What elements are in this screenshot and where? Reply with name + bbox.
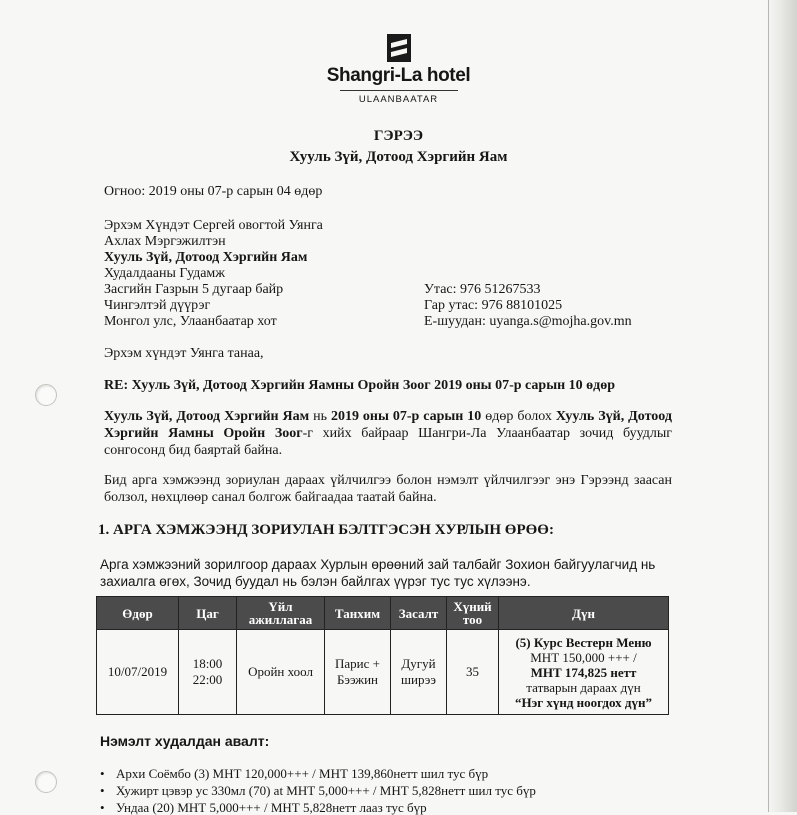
cell-date: 10/07/2019	[97, 630, 179, 715]
header-time: Цаг	[179, 597, 237, 630]
intro-paragraph	[104, 408, 672, 459]
page-edge-line	[768, 0, 769, 812]
intro-text-3: -г хийх байраар Шангри-Ла Улаанбаатар зочид буудлыг сонгосонд бид баяртай байна.	[104, 426, 673, 458]
header-amount: Дүн	[499, 597, 669, 630]
document-date: Огноо: 2019 оны 07-р сарын 04 өдөр	[104, 184, 323, 199]
intro-event: Хууль Зүй, Дотоод Хэргийн Яамны Оройн Зоог	[104, 409, 672, 441]
recipient-district: Чингэлтэй дүүрэг	[104, 298, 211, 313]
time-end: 22:00	[192, 672, 223, 687]
menu-name: (5) Курс Вестерн Меню	[515, 634, 652, 650]
scan-shadow-edge	[767, 0, 797, 812]
recipient-street: Худалдааны Гудамж	[104, 266, 225, 281]
recipient-organization: Хууль Зүй, Дотоод Хэргийн Яам	[104, 250, 308, 265]
header-activity: Үйл ажиллагаа	[237, 597, 325, 630]
header-setup: Засалт	[391, 597, 447, 630]
price-gross: МНТ 150,000 +++ /	[530, 649, 637, 665]
section-1-text: Арга хэмжээний зорилгоор дараах Хурлын өрөөний зай талбайг Зохион байгуулагчид нь захиалга өгөх, Зочид буудал нь бэлэн байлгах үүрэг тус тус хүлээнэ.	[100, 557, 656, 589]
punch-hole	[35, 384, 57, 406]
intro-date: 2019 оны 07-р сарын 10	[330, 409, 482, 424]
intro-text-2: өдөр болох	[481, 409, 556, 424]
intro-org: Хууль Зүй, Дотоод Хэргийн Яам	[104, 409, 310, 424]
contact-email-label: Е-шуудан:	[424, 314, 490, 329]
header-guests: Хүний тоо	[447, 597, 499, 630]
recipient-country-city: Монгол улс, Улаанбаатар хот	[104, 314, 277, 329]
cell-guests: 35	[447, 630, 499, 715]
greeting: Эрхэм хүндэт Уянга танаа,	[104, 346, 264, 361]
hotel-logo	[0, 34, 797, 107]
function-room-table	[96, 596, 669, 715]
contact-email-line	[424, 314, 632, 330]
document-type: ГЭРЭЭ	[373, 128, 424, 144]
intro-text-1: нь	[309, 409, 331, 424]
hotel-name: Shangri-La hotel	[326, 65, 471, 86]
shangrila-emblem-icon	[387, 34, 411, 62]
header-date: Өдөр	[97, 597, 179, 630]
list-item: • Хужирт цэвэр ус 330мл (70) at МНТ 5,000+++ / МНТ 5,828нетт шил тус бүр	[116, 783, 536, 798]
offer-paragraph: Бид арга хэмжээнд зориулан дараах үйлчилгээ болон нэмэлт үйлчилгээг энэ Гэрээнд заасан болзол, нөхцлөөр санал болгож байгаадаа таатай байна.	[104, 473, 672, 505]
cell-hall: Парис + Бээжин	[325, 630, 391, 715]
recipient-building: Засгийн Газрын 5 дугаар байр	[104, 282, 284, 297]
extras-heading: Нэмэлт худалдан авалт:	[100, 733, 270, 749]
recipient-position: Ахлах Мэргэжилтэн	[104, 234, 226, 249]
cell-activity: Оройн хоол	[237, 630, 325, 715]
hotel-city: ULAANBAATAR	[340, 90, 458, 105]
cell-amount	[499, 630, 669, 715]
time-start: 18:00	[192, 656, 223, 671]
contact-email-link[interactable]: uyanga.s@mojha.gov.mn	[489, 314, 632, 329]
table-row	[97, 630, 669, 715]
punch-hole	[35, 771, 57, 793]
price-net: МНТ 174,825 нетт	[530, 664, 637, 680]
per-person-note: “Нэг хүнд ноогдох дүн”	[514, 694, 652, 710]
cell-setup: Дугуй ширээ	[391, 630, 447, 715]
recipient-name: Эрхэм Хүндэт Сергей овогтой Уянга	[104, 218, 323, 233]
re-subject-line: RE: Хууль Зүй, Дотоод Хэргийн Яамны Оройн Зоог 2019 оны 07-р сарын 10 өдөр	[104, 378, 616, 393]
section-1-heading: 1. АРГА ХЭМЖЭЭНД ЗОРИУЛАН БЭЛТГЭСЭН ХУРЛЫН ӨРӨӨ:	[98, 522, 554, 538]
list-item: • Архи Соёмбо (3) МНТ 120,000+++ / МНТ 139,860нетт шил тус бүр	[116, 766, 488, 781]
contact-phone: Утас: 976 51267533	[424, 282, 541, 297]
tax-note: татварын дараах дүн	[526, 679, 641, 695]
table-header-row	[97, 597, 669, 630]
header-hall: Танхим	[325, 597, 391, 630]
contact-mobile: Гар утас: 976 88101025	[424, 298, 563, 313]
document-title: Хууль Зүй, Дотоод Хэргийн Яам	[289, 149, 508, 165]
list-item: • Ундаа (20) МНТ 5,000+++ / МНТ 5,828нетт лааз тус бүр	[116, 800, 427, 815]
cell-time	[179, 630, 237, 715]
